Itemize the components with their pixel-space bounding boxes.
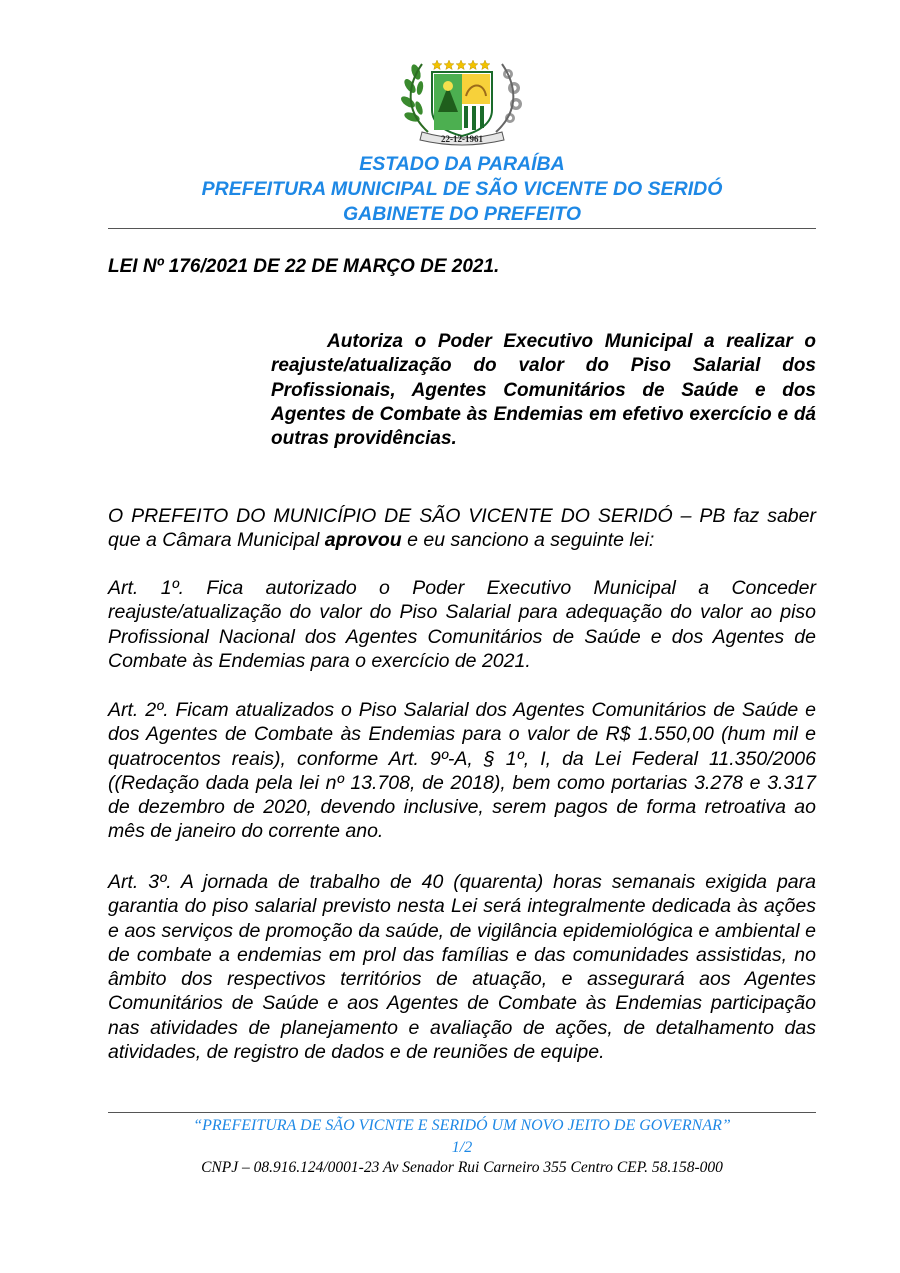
star-icon <box>432 60 442 70</box>
seal-date: 22-12-1961 <box>441 134 483 144</box>
law-ementa: Autoriza o Poder Executivo Municipal a realizar o reajuste/atualização do valor do Piso Salarial dos Profissionais, Agentes Comunitários de Saúde e dos Agentes de Combate às Endemias em efetivo exercício e dá outras providências. <box>271 331 816 450</box>
header-prefecture: PREFEITURA MUNICIPAL DE SÃO VICENTE DO SERIDÓ <box>201 178 723 200</box>
letterhead <box>108 152 816 227</box>
article-2: Art. 2º. Ficam atualizados o Piso Salarial dos Agentes Comunitários de Saúde e dos Agentes de Combate às Endemias para o valor de R$ 1.550,00 (hum mil e quatrocentos reais), conforme Art. 9º-A, § 1º, I, da Lei Federal 11.350/2006 ((Redação dada pela lei nº 13.708, de 2018), bem como portarias 3.278 e 3.317 de dezembro de 2020, devendo inclusive, serem pagos de forma retroativa ao mês de janeiro do corrente ano. <box>108 699 816 843</box>
footer-slogan: “PREFEITURA DE SÃO VICNTE E SERIDÓ UM NOVO JEITO DE GOVERNAR” <box>193 1117 731 1134</box>
star-icon <box>444 60 454 70</box>
footer-divider <box>108 1112 816 1113</box>
article-3: Art. 3º. A jornada de trabalho de 40 (quarenta) horas semanais exigida para garantia do piso salarial previsto nesta Lei será integralmente dedicada às ações e aos serviços de promoção da saúde, de vigilância epidemiológica e ambiental e de combate a endemias em prol das famílias e das comunidades assistidas, no âmbito dos respectivos territórios de atuação, e assegurará aos Agentes Comunitários de Saúde e aos Agentes de Combate às Endemias participação nas atividades de planejamento e avaliação de ações, de detalhamento das atividades, de registro de dados e de reuniões de equipe. <box>108 871 816 1064</box>
header-office: GABINETE DO PREFEITO <box>343 203 581 225</box>
preamble-text: O PREFEITO DO MUNICÍPIO DE SÃO VICENTE DO SERIDÓ – PB faz saber que a Câmara Municipal <box>108 505 816 552</box>
footer-address: CNPJ – 08.916.124/0001-23 Av Senador Rui Carneiro 355 Centro CEP. 58.158-000 <box>201 1159 723 1176</box>
article-1: Art. 1º. Fica autorizado o Poder Executivo Municipal a Conceder reajuste/atualização do valor do Piso Salarial para adequação do valor ao piso Profissional Nacional dos Agentes Comunitários de Saúde e dos Agentes de Combate às Endemias para o exercício de 2021. <box>108 577 816 672</box>
preamble <box>108 504 816 553</box>
star-icon <box>480 60 490 70</box>
preamble-approved: aprovou <box>324 529 402 552</box>
municipal-coat-of-arms <box>392 52 532 148</box>
header-divider <box>108 228 816 229</box>
law-title: LEI Nº 176/2021 DE 22 DE MARÇO DE 2021. <box>108 256 500 277</box>
header-state: ESTADO DA PARAÍBA <box>359 153 565 175</box>
star-icon <box>468 60 478 70</box>
star-icon <box>456 60 466 70</box>
preamble-text-end: e eu sanciono a seguinte lei: <box>401 529 655 552</box>
page-number: 1/2 <box>451 1139 473 1156</box>
